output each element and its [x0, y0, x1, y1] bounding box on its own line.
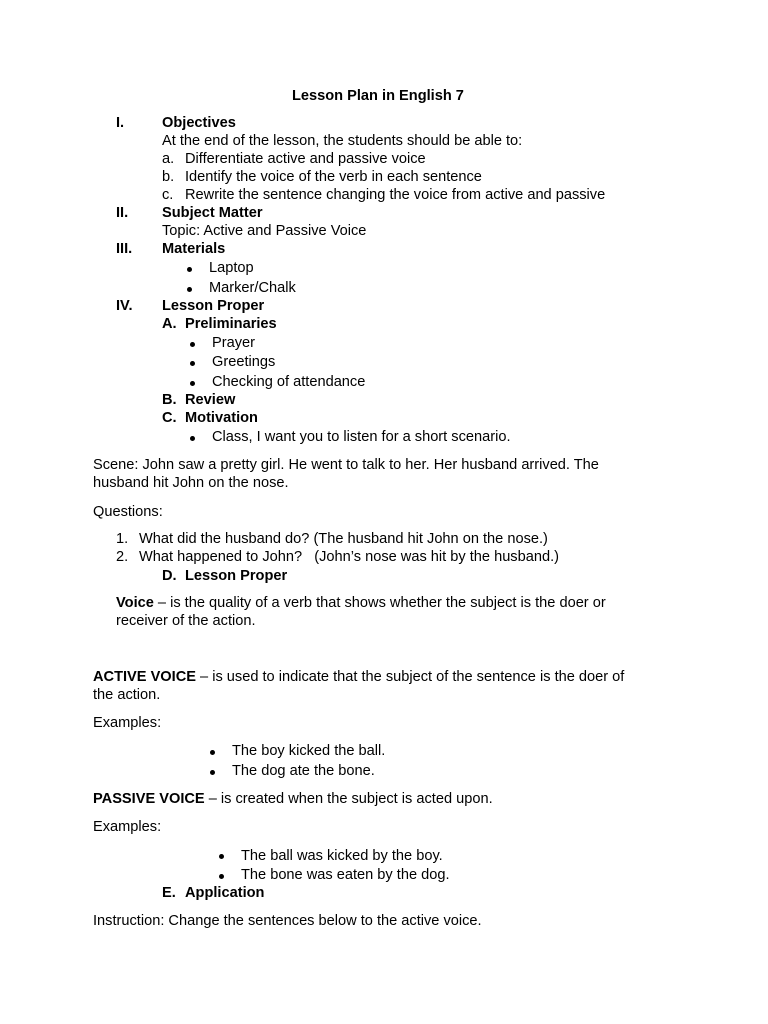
bullet-icon	[187, 287, 192, 292]
topic-line: Topic: Active and Passive Voice	[162, 223, 367, 239]
question-marker: 2.	[116, 549, 129, 565]
active-voice-definition-text: – is used to indicate that the subject of the sentence is the doer of	[195, 669, 625, 685]
materials-item: Marker/Chalk	[209, 280, 296, 296]
passive-voice-definition-text: – is created when the subject is acted upon.	[204, 791, 493, 807]
section-2-numeral: II.	[116, 205, 129, 221]
objective-item-text: Rewrite the sentence changing the voice from active and passive	[185, 187, 606, 203]
bullet-icon	[219, 874, 224, 879]
subsection-d-marker: D.	[162, 568, 177, 584]
scene-line: husband hit John on the nose.	[93, 475, 289, 491]
bullet-icon	[219, 854, 224, 859]
active-voice-definition-line	[93, 669, 624, 686]
voice-definition-line	[116, 595, 606, 612]
section-1-numeral: I.	[116, 115, 125, 131]
subsection-e-marker: E.	[162, 885, 176, 901]
section-1-heading: Objectives	[162, 115, 236, 131]
question-marker: 1.	[116, 531, 129, 547]
voice-term: Voice	[116, 595, 154, 611]
objective-item-marker: a.	[162, 151, 175, 167]
instruction-line: Instruction: Change the sentences below to the active voice.	[93, 913, 482, 929]
active-voice-definition-text: the action.	[93, 687, 161, 703]
section-4-numeral: IV.	[116, 298, 133, 314]
bullet-icon	[210, 750, 215, 755]
voice-definition-text: – is the quality of a verb that shows whether the subject is the doer or	[153, 595, 606, 611]
example-sentence: The bone was eaten by the dog.	[241, 867, 450, 883]
questions-label: Questions:	[93, 504, 163, 520]
bullet-icon	[190, 361, 195, 366]
passive-voice-definition-line	[93, 791, 493, 808]
subsection-d-heading: Lesson Proper	[185, 568, 288, 584]
examples-label: Examples:	[93, 715, 162, 731]
objectives-intro: At the end of the lesson, the students should be able to:	[162, 133, 523, 149]
subsection-a-marker: A.	[162, 316, 177, 332]
subsection-c-marker: C.	[162, 410, 177, 426]
bullet-icon	[187, 267, 192, 272]
materials-item: Laptop	[209, 260, 254, 276]
question-text: What happened to John? (John’s nose was hit by the husband.)	[139, 549, 559, 565]
section-3-heading: Materials	[162, 241, 226, 257]
bullet-icon	[210, 770, 215, 775]
section-4-heading: Lesson Proper	[162, 298, 265, 314]
example-sentence: The dog ate the bone.	[232, 763, 375, 779]
bullet-icon	[190, 342, 195, 347]
objective-item-marker: c.	[162, 187, 174, 203]
section-3-numeral: III.	[116, 241, 133, 257]
subsection-e-heading: Application	[185, 885, 265, 901]
voice-definition-text: receiver of the action.	[116, 613, 256, 629]
preliminaries-item: Checking of attendance	[212, 374, 366, 390]
example-sentence: The boy kicked the ball.	[232, 743, 386, 759]
page-title: Lesson Plan in English 7	[292, 88, 464, 104]
preliminaries-item: Prayer	[212, 335, 255, 351]
objective-item-text: Identify the voice of the verb in each sentence	[185, 169, 482, 185]
question-text: What did the husband do? (The husband hit John on the nose.)	[139, 531, 548, 547]
subsection-a-heading: Preliminaries	[185, 316, 277, 332]
motivation-item: Class, I want you to listen for a short scenario.	[212, 429, 511, 445]
objective-item-marker: b.	[162, 169, 175, 185]
subsection-b-marker: B.	[162, 392, 177, 408]
passive-voice-term: PASSIVE VOICE	[93, 791, 205, 807]
subsection-b-heading: Review	[185, 392, 236, 408]
bullet-icon	[190, 381, 195, 386]
examples-label: Examples:	[93, 819, 162, 835]
bullet-icon	[190, 436, 195, 441]
objective-item-text: Differentiate active and passive voice	[185, 151, 426, 167]
example-sentence: The ball was kicked by the boy.	[241, 848, 443, 864]
section-2-heading: Subject Matter	[162, 205, 263, 221]
subsection-c-heading: Motivation	[185, 410, 258, 426]
preliminaries-item: Greetings	[212, 354, 276, 370]
scene-line: Scene: John saw a pretty girl. He went to talk to her. Her husband arrived. The	[93, 457, 599, 473]
active-voice-term: ACTIVE VOICE	[93, 669, 196, 685]
